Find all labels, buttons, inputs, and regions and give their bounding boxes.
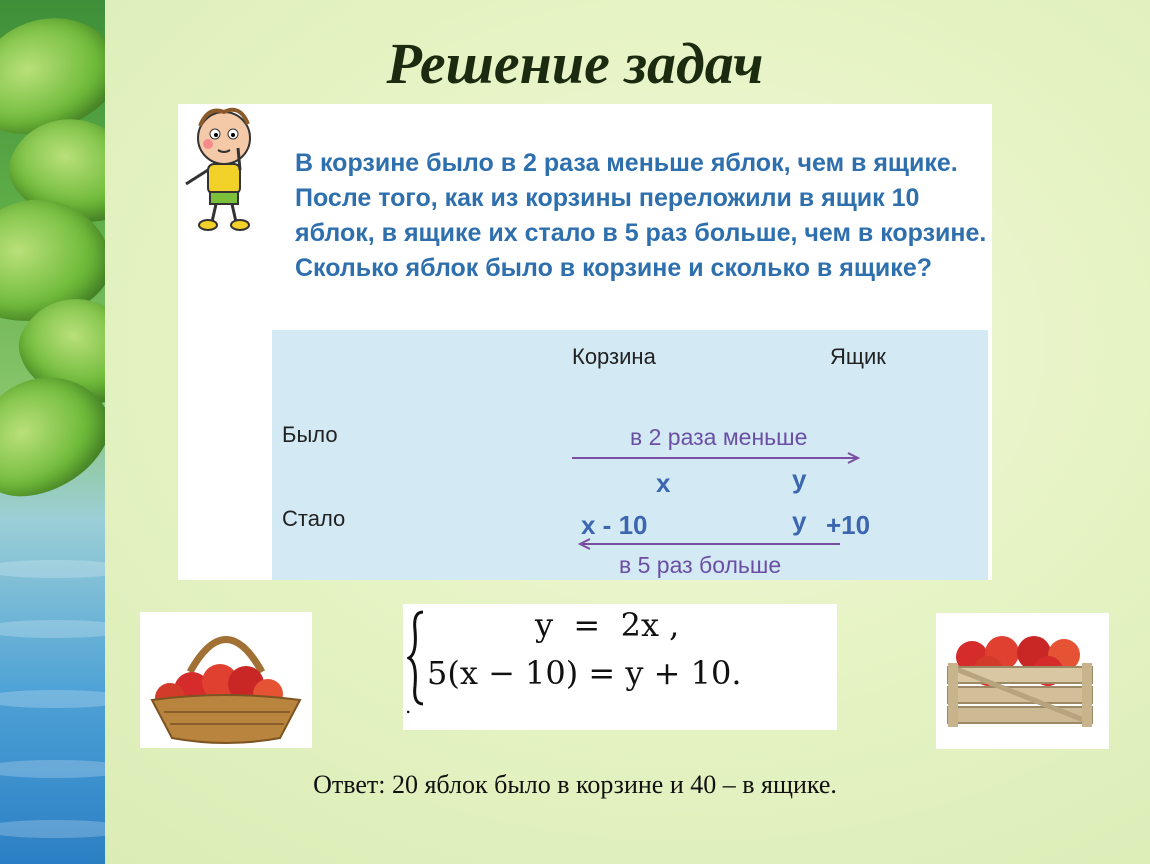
relation-was-label: в 2 раза меньше xyxy=(630,424,808,450)
became-box-plus: +10 xyxy=(826,510,871,540)
equation-line-1: y = 2x , xyxy=(535,606,680,644)
answer-text: Ответ: 20 яблок было в корзине и 40 – в ящике. xyxy=(313,770,837,799)
solution-table xyxy=(272,330,988,580)
row-header-was: Было xyxy=(282,422,338,447)
apple-crate-icon xyxy=(936,613,1109,749)
relation-became-label: в 5 раз больше xyxy=(619,552,782,578)
row-header-became: Стало xyxy=(282,506,346,531)
problem-statement: В корзине было в 2 раза меньше яблок, чем в ящике. После того, как из корзины переложили в ящик 10 яблок, в ящике их стало в 5 раз больше, чем в корзине. Сколько яблок было в корзине и сколько в ящике? xyxy=(295,149,987,282)
thinking-boy-icon xyxy=(178,104,270,234)
apple-basket-icon xyxy=(140,612,312,748)
apple-crate-image xyxy=(936,613,1109,749)
equation-dot: . xyxy=(405,694,412,718)
arrow-right-icon xyxy=(572,452,862,464)
problem-panel xyxy=(178,104,992,580)
was-box-value: y xyxy=(792,464,807,494)
apple-basket-image xyxy=(140,612,312,748)
slide-title: Решение задач xyxy=(386,31,764,96)
column-header-basket: Корзина xyxy=(572,344,656,369)
left-brace-icon xyxy=(407,610,427,706)
decorative-leaves-strip xyxy=(0,0,105,864)
equation-system xyxy=(403,604,837,730)
column-header-box: Ящик xyxy=(830,344,886,369)
equation-line-2: 5(x − 10) = y + 10. xyxy=(427,654,742,692)
became-basket-value: x - 10 xyxy=(581,510,648,540)
was-basket-value: x xyxy=(656,468,671,498)
arrow-left-icon xyxy=(578,538,840,550)
became-box-value: y xyxy=(792,506,807,536)
